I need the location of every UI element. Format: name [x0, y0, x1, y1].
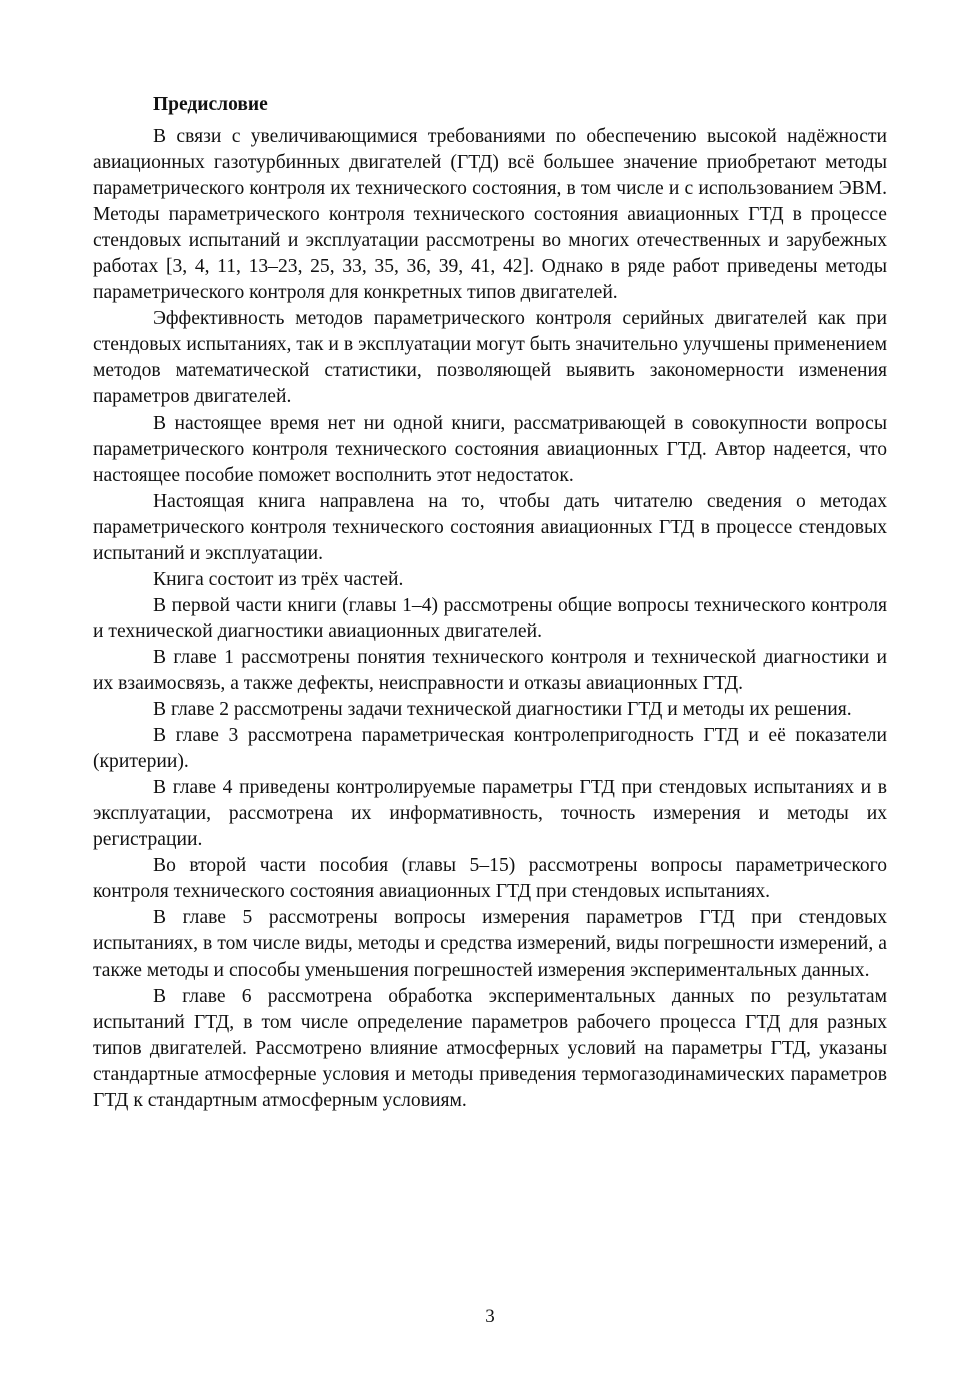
paragraph: В главе 4 приведены контролируемые параметры ГТД при стендовых испытаниях и в эксплуатации, рассмотрена их информативность, точность измерения и методы их регистрации.	[93, 777, 887, 851]
paragraph: В главе 5 рассмотрены вопросы измерения параметров ГТД при стендовых испытаниях, в том числе виды, методы и средства измерений, виды погрешности измерений, а также методы и способы уменьшения погрешностей измерения экспериментальных данных.	[93, 907, 887, 981]
page-title: Предисловие	[153, 94, 268, 115]
paragraph: В главе 2 рассмотрены задачи технической диагностики ГТД и методы их решения.	[153, 699, 852, 721]
paragraph: Настоящая книга направлена на то, чтобы дать читателю сведения о методах параметрического контроля технического состояния авиационных ГТД в процессе стендовых испытаний и эксплуатации.	[93, 490, 887, 564]
paragraph: В связи с увеличивающимися требованиями по обеспечению высокой надёжности авиационных газотурбинных двигателей (ГТД) всё большее значение приобретают методы параметрического контроля их технического состояния, в том числе и с использованием ЭВМ. Методы параметрического контроля технического состояния авиационных ГТД в процессе стендовых испытаний и эксплуатации рассмотрены во многих отечественных и зарубежных работах [3, 4, 11, 13–23, 25, 33, 35, 36, 39, 41, 42]. Однако в ряде работ приведены методы параметрического контроля для конкретных типов двигателей.	[93, 126, 887, 304]
paragraph: Эффективность методов параметрического контроля серийных двигателей как при стендовых испытаниях, так и в эксплуатации могут быть значительно улучшены применением методов математической статистики, позволяющей выявить закономерности изменения параметров двигателей.	[93, 308, 887, 408]
page-body	[93, 92, 887, 1114]
paragraph: В главе 1 рассмотрены понятия технического контроля и технической диагностики и их взаимосвязь, а также дефекты, неисправности и отказы авиационных ГТД.	[93, 646, 887, 694]
paragraph: В настоящее время нет ни одной книги, рассматривающей в совокупности вопросы параметрического контроля технического состояния авиационных ГТД. Автор надеется, что настоящее пособие поможет восполнить этот недостаток.	[93, 412, 887, 486]
paragraph: Книга состоит из трёх частей.	[153, 568, 404, 590]
paragraph: В главе 6 рассмотрена обработка экспериментальных данных по результатам испытаний ГТД, в том числе определение параметров рабочего процесса ГТД для разных типов двигателей. Рассмотрено влияние атмосферных условий на параметры ГТД, указаны стандартные атмосферные условия и методы приведения термогазодинамических параметров ГТД к стандартным атмосферным условиям.	[93, 985, 887, 1111]
page-number: 3	[485, 1306, 495, 1327]
paragraph: Во второй части пособия (главы 5–15) рассмотрены вопросы параметрического контроля технического состояния авиационных ГТД при стендовых испытаниях.	[93, 855, 887, 903]
paragraph: В главе 3 рассмотрена параметрическая контролепригодность ГТД и её показатели (критерии).	[93, 725, 887, 773]
paragraph: В первой части книги (главы 1–4) рассмотрены общие вопросы технического контроля и технической диагностики авиационных двигателей.	[93, 594, 887, 642]
